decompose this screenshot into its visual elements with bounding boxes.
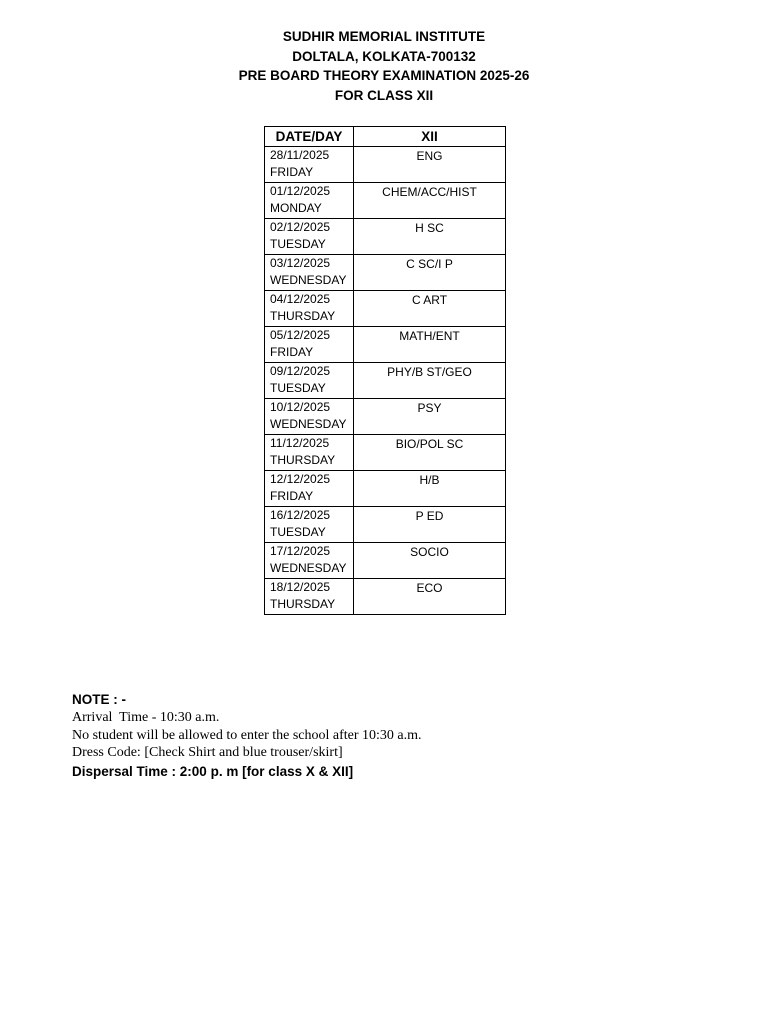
- subject-cell: PHY/B ST/GEO: [354, 363, 506, 399]
- date-day-cell: [265, 507, 354, 543]
- entry-rule: No student will be allowed to enter the school after 10:30 a.m.: [72, 727, 422, 743]
- subject-cell: BIO/POL SC: [354, 435, 506, 471]
- exam-day: THURSDAY: [270, 309, 336, 323]
- exam-date: 04/12/2025: [270, 292, 331, 306]
- schedule-body: [265, 147, 506, 615]
- dress-code: Dress Code: [Check Shirt and blue trouser/skirt]: [72, 745, 343, 760]
- exam-schedule-table: [264, 126, 506, 615]
- exam-day: WEDNESDAY: [270, 417, 347, 431]
- date-day-cell: [265, 291, 354, 327]
- date-day-cell: [265, 183, 354, 219]
- exam-date: 11/12/2025: [270, 436, 330, 450]
- exam-day: FRIDAY: [270, 165, 314, 179]
- exam-date: 18/12/2025: [270, 580, 331, 594]
- table-row: [265, 183, 506, 219]
- exam-day: TUESDAY: [270, 525, 326, 539]
- table-row: [265, 471, 506, 507]
- date-day-cell: [265, 255, 354, 291]
- table-row: [265, 327, 506, 363]
- subject-cell: ENG: [354, 147, 506, 183]
- column-header-class: XII: [354, 127, 506, 147]
- exam-day: TUESDAY: [270, 237, 326, 251]
- subject-cell: SOCIO: [354, 543, 506, 579]
- subject-cell: P ED: [354, 507, 506, 543]
- exam-day: TUESDAY: [270, 381, 326, 395]
- exam-title: PRE BOARD THEORY EXAMINATION 2025-26: [238, 68, 530, 83]
- exam-day: WEDNESDAY: [270, 561, 347, 575]
- school-name: SUDHIR MEMORIAL INSTITUTE: [282, 29, 486, 44]
- date-day-cell: [265, 435, 354, 471]
- exam-day: THURSDAY: [270, 453, 336, 467]
- subject-cell: MATH/ENT: [354, 327, 506, 363]
- exam-date: 09/12/2025: [270, 364, 331, 378]
- exam-date: 16/12/2025: [270, 508, 331, 522]
- table-row: [265, 363, 506, 399]
- note-title: NOTE : -: [72, 692, 126, 707]
- table-row: [265, 291, 506, 327]
- exam-day: FRIDAY: [270, 345, 314, 359]
- table-row: [265, 399, 506, 435]
- table-row: [265, 507, 506, 543]
- arrival-time: Arrival Time - 10:30 a.m.: [72, 710, 220, 725]
- exam-date: 03/12/2025: [270, 256, 331, 270]
- subject-cell: PSY: [354, 399, 506, 435]
- table-row: [265, 147, 506, 183]
- document-header: [0, 27, 768, 105]
- column-header-date-day: DATE/DAY: [265, 127, 354, 147]
- table-row: [265, 435, 506, 471]
- date-day-cell: [265, 327, 354, 363]
- exam-date: 05/12/2025: [270, 328, 331, 342]
- exam-day: THURSDAY: [270, 597, 336, 611]
- dispersal-time: Dispersal Time : 2:00 p. m [for class X & XII]: [72, 763, 354, 779]
- subject-cell: H/B: [354, 471, 506, 507]
- date-day-cell: [265, 363, 354, 399]
- exam-date: 01/12/2025: [270, 184, 331, 198]
- date-day-cell: [265, 579, 354, 615]
- date-day-cell: [265, 471, 354, 507]
- class-line: FOR CLASS XII: [334, 87, 434, 103]
- table-row: [265, 219, 506, 255]
- exam-date: 02/12/2025: [270, 220, 331, 234]
- exam-day: MONDAY: [270, 201, 322, 215]
- exam-date: 10/12/2025: [270, 400, 331, 414]
- exam-day: FRIDAY: [270, 489, 314, 503]
- exam-date: 28/11/2025: [270, 148, 330, 162]
- date-day-cell: [265, 399, 354, 435]
- table-row: [265, 255, 506, 291]
- exam-date: 17/12/2025: [270, 544, 331, 558]
- date-day-cell: [265, 219, 354, 255]
- note-section: [72, 690, 692, 781]
- subject-cell: C SC/I P: [354, 255, 506, 291]
- exam-date: 12/12/2025: [270, 472, 331, 486]
- subject-cell: ECO: [354, 579, 506, 615]
- subject-cell: CHEM/ACC/HIST: [354, 183, 506, 219]
- date-day-cell: [265, 543, 354, 579]
- table-header-row: [265, 127, 506, 147]
- table-row: [265, 543, 506, 579]
- subject-cell: C ART: [354, 291, 506, 327]
- subject-cell: H SC: [354, 219, 506, 255]
- date-day-cell: [265, 147, 354, 183]
- school-address: DOLTALA, KOLKATA-700132: [292, 48, 476, 64]
- exam-day: WEDNESDAY: [270, 273, 347, 287]
- table-row: [265, 579, 506, 615]
